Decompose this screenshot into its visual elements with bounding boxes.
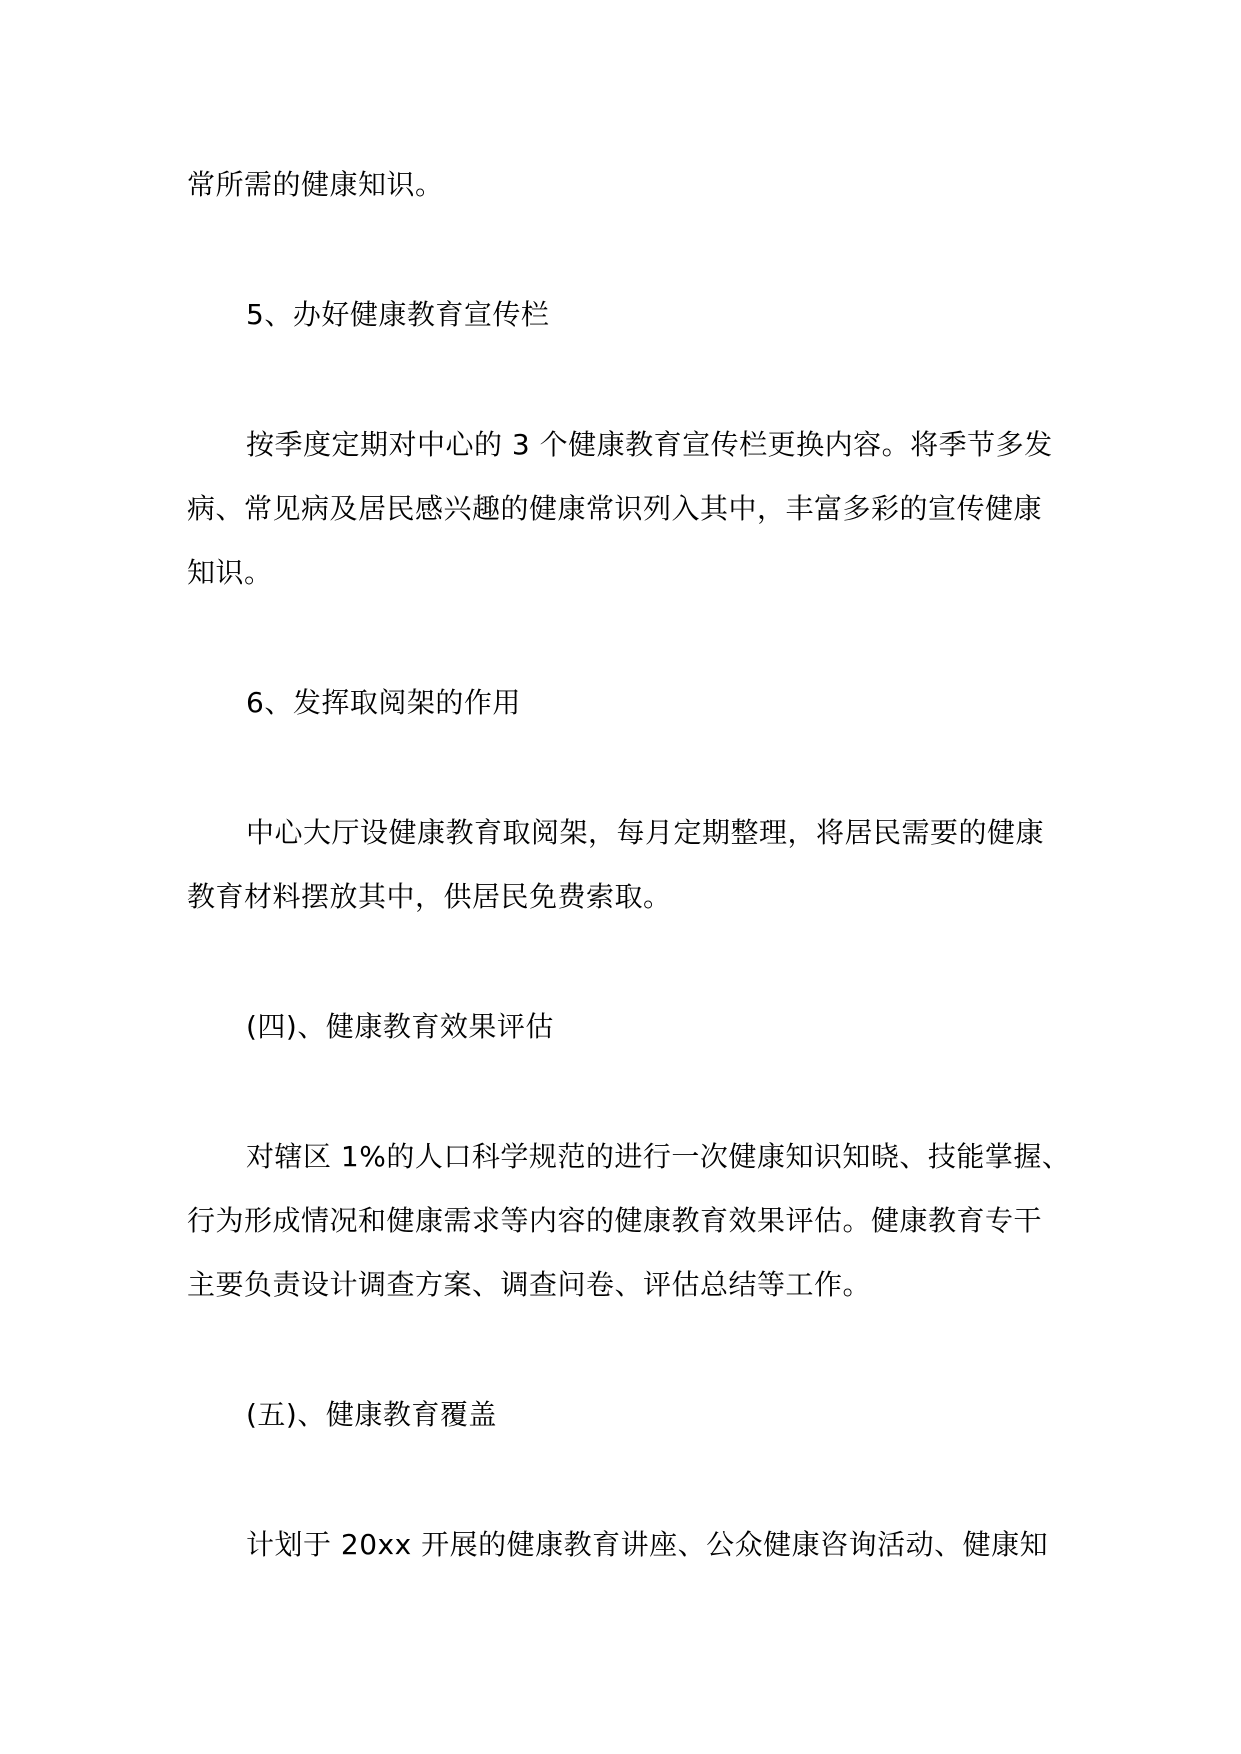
section-five-heading: (五)、健康教育覆盖 (246, 1398, 497, 1431)
section-6-paragraph-line-1: 中心大厅设健康教育取阅架，每月定期整理，将居民需要的健康 (246, 816, 1045, 849)
section-four-paragraph-line-3: 主要负责设计调查方案、调查问卷、评估总结等工作。 (187, 1268, 872, 1301)
section-five-paragraph-line-1: 计划于 20xx 开展的健康教育讲座、公众健康咨询活动、健康知 (246, 1528, 1049, 1561)
section-four-paragraph-line-1: 对辖区 1%的人口科学规范的进行一次健康知识知晓、技能掌握、 (246, 1140, 1071, 1173)
paragraph-continuation-line: 常所需的健康知识。 (187, 168, 444, 201)
section-6-heading: 6、发挥取阅架的作用 (246, 686, 521, 719)
section-5-heading: 5、办好健康教育宣传栏 (246, 298, 550, 331)
section-5-paragraph-line-2: 病、常见病及居民感兴趣的健康常识列入其中，丰富多彩的宣传健康 (187, 492, 1043, 525)
section-four-paragraph-line-2: 行为形成情况和健康需求等内容的健康教育效果评估。健康教育专干 (187, 1204, 1043, 1237)
section-6-paragraph-line-2: 教育材料摆放其中，供居民免费索取。 (187, 880, 672, 913)
section-four-heading: (四)、健康教育效果评估 (246, 1010, 554, 1043)
section-5-paragraph-line-1: 按季度定期对中心的 3 个健康教育宣传栏更换内容。将季节多发 (246, 428, 1053, 461)
section-5-paragraph-line-3: 知识。 (187, 556, 273, 589)
